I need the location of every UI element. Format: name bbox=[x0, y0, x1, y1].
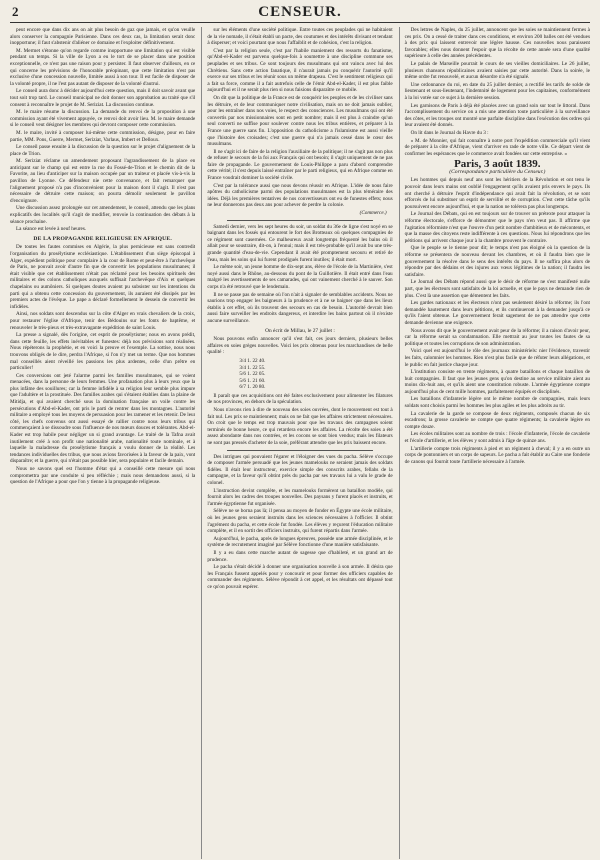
price-cell: 3/4 1. 22 55. bbox=[239, 364, 266, 371]
paragraph: Il y a eu dans cette marche autant de sagesse que d'habileté, et un grand art de prudence. bbox=[207, 549, 393, 563]
paragraph: Le palais de Marseille pourrait le cours de ses vieilles domiciliaires. Le 26 juillet, plusieurs chansons républicaines avaient saisies par cette autorité. Dans la soirée, le même ordre fut renouvelé, et aucun désordre n'a été signalé. bbox=[404, 60, 590, 81]
paragraph: La cavalerie de la garde se compose de deux régiments, composés chacun de six escadrons; la grosse cavalerie ne compte que quatre régiments; la cavalerie légère en compte douze. bbox=[404, 410, 590, 430]
paragraph: Le pacha s'était décidé à donner une organisation nouvelle à son armée. Il désira que les Français fussent appelés pour y concourir et pour former des officiers capables de commander des régiments. Sélève répondit à cet appel, et les résultats ont dépassé tout ce qu'on pouvait espérer. bbox=[207, 564, 393, 590]
paragraph: M. le maire, invité à composer lui-même cette commission, désigne, pour en faire partie, MM. Pons, Guerre, Mermet, Seriziat, Varlaus, Imbert et Delloux. bbox=[10, 129, 196, 143]
page-number: 2 bbox=[12, 4, 19, 19]
paragraph: L'institution consiste en trente régiments, à quatre bataillons et chaque bataillon de huit compagnies. Il faut que les jeunes gens qu'on destine au service militaire aient au moins dix-huit ans, et qu'ils aient une constitution robuste. L'armée égyptienne compte aujourd'hui plus de cent mille hommes, parfaitement équipés et disciplinés. bbox=[404, 369, 590, 395]
price-cell: 5/6 1. 21 60. bbox=[239, 377, 266, 384]
paragraph: Des lettres de Naples, du 25 juillet, annoncent que les soies se maintiennent fermes à ces prix. On a cessé de traiter dans ces conditions, et environ 200 balles ont été vendues à des prix qui laissent entrevoir une légère hausse. Ces nouvelles nous paraissent favorables; elles nous donnent l'espoir que la récolte de cette année sera d'une qualité supérieure à celle des années précédentes. bbox=[404, 27, 590, 60]
price-row bbox=[235, 371, 269, 378]
dateline: Paris, 3 août 1839. bbox=[454, 158, 541, 171]
price-cell: 5/6 1. 22 05. bbox=[239, 371, 266, 378]
paragraph: Les gardes nationaux et les électeurs n'ont pas seulement désiré la réforme; ils l'ont demandée hautement dans leurs pétitions, et ils continueront à la demander jusqu'à ce qu'ils l'aient obtenue. Le gouvernement ferait sagement de ne pas attendre que cette demande devienne une exigence. bbox=[404, 300, 590, 326]
paragraph: M. Seriziat réclame un amendement proposant l'agrandissement de la place en anticipant sur le champ qui est entre la rue du Fossé-de-Trion et le chemin dit de la Favorite, au lieu d'anticiper sur la maison occupée par un traiteur et placée vis-à-vis la pavillon de Lyonne. Ce défendeur nie cette convenance, et fait remarquer que l'alignement proposé n'a pas d'inconvénient pour la maison dont il s'agit. Il n'est pas nécessaire de détruire cette maison; on pourra démolir seulement le pavillon d'encoignure. bbox=[10, 158, 196, 204]
price-cell: 6/7 1. 20 80. bbox=[239, 384, 266, 391]
price-row bbox=[235, 378, 269, 385]
column-1 bbox=[10, 27, 195, 859]
paragraph: sur les éléments d'une société politique. Entre toutes ces peuplades qui ne habitaient de la vie nomade, il s'était établi un pacte, des coutumes et des intérêts divisant et tendant à disperser; et voici pourtant que nous l'affaiblit et de cohésion, c'est la religion. bbox=[207, 27, 393, 47]
paragraph: La presse a signalé, dès l'origine, cet esprit de prosélytisme; nous en avons prédit, dans cette feuille, les effets inévitables et funestes: déjà nos prévisions sont réalisées. Nous répéterons la prophétie, et en voici la preuve et l'exemple. La sottise, nous nous trouvons obligés de le dire, perdra l'Afrique, si l'on n'y met un terme. Que nos hommes mal conseillés aient réveillé les passions les plus ardentes, celle d'un prêtre en particulier! bbox=[10, 332, 196, 372]
paragraph: Il paraît que ces acquisitions ont été faites exclusivement pour alimenter les filatures de nos provinces, en dehors de la spéculation. bbox=[207, 392, 393, 406]
paragraph: Nous ne savons quel est l'homme d'état qui a conseillé cette mesure qui nous compromettra par une conduite si peu réfléchie ; mais nous demandons aussi, si la question de l'Afrique a pour que l'on y tienne à la propagande religieuse. bbox=[10, 466, 196, 486]
paragraph: L'instruction devint complète, et les mamelouks formèrent un bataillon modèle, qui fournit alors les cadres des troupes nouvelles. Des paysans y furent placés et instruits, et l'armée égyptienne fut organisée. bbox=[207, 487, 393, 507]
paragraph: Le Journal des Débats répond aussi que le désir de réforme ne s'est manifesté nulle part, que les électeurs sont satisfaits de la loi actuelle, et que le pays ne demande rien de plus. C'est là une assertion que démentent les faits. bbox=[404, 279, 590, 299]
paragraph: On lit dans le Journal du Havre du 3 : bbox=[410, 129, 489, 136]
paragraph: Ainsi, nos soldats sont descendus sur la côte d'Alger en vrais chevaliers de la croix, pour restaurer l'église d'Afrique, tenir des Bédouins sur les fonts de baptême, et renouveler le très-pieux et très-extravagante expédition de saint Louis. bbox=[10, 311, 196, 331]
price-row bbox=[235, 384, 269, 391]
newspaper-title: CENSEUR. bbox=[258, 4, 342, 20]
paragraph: M. Mermet s'étonne qu'on regarde comme inopportune une limitation qui est visible pendant un temps. Si la ville de Lyon a eu le tort de se placer dans une position exceptionnelle, ce n'est pas une raison pour y persister. Il faut observer d'ailleurs, en ce qui concerne les prévisions de l'honorable préopinant, que cette limitation n'est pas exclusive d'une concession nouvelle, limitée aussi à son tour. Il est facile de disposer de la volonté propre, il ne l'est pas autant de disposer de la volonté d'autrui. bbox=[10, 47, 196, 87]
paragraph: Nous pouvons enfin annoncer qu'il s'est fait, ces jours derniers, plusieurs belles affaires en soies grèges nouvelles. Voici les prix obtenus pour les marchandises de belle qualité : bbox=[207, 336, 393, 356]
paragraph: Sélève ne se borna pas là; il pensa au moyen de fonder en Égypte une école militaire, où les jeunes gens seraient instruits dans les sciences nécessaires à l'officier. Il obtint l'agrément du pacha, et cette école fut fondée. Les élèves y reçurent l'éducation militaire complète, et il en sortit des officiers instruits, qui furent répartis dans l'armée. bbox=[207, 508, 393, 535]
source-signature: (Commerce.) bbox=[359, 210, 387, 217]
paragraph: Le conseil aura donc à décider aujourd'hui cette question, mais il doit savoir avant que tout soit trop tard. Le conseil municipal ne doit donner son approbation au traité que s'il consent à reconnaître le projet de M. Seriziat. La discussion continue. bbox=[10, 88, 196, 108]
paragraph: Il ne se passe pas de semaine où l'on n'ait à signaler de semblables accidents. Nous ne saurions trop engager les baigneurs à la prudence et à ne se baigner que dans les lieux établis à cet effet, où ils trouvent des secours en cas de besoin. L'autorité devrait bien aussi faire surveiller les endroits dangereux, et interdire les bains partout où il n'existe aucune surveillance. bbox=[207, 291, 393, 324]
column-2 bbox=[201, 27, 392, 859]
paragraph: On dit que la politique de la France est de conquérir les peuples et de les civiliser sans les détruire, et de leur communiquer notre civilisation, mais on ne doit jamais oublier, pour les entraîner dans nos voies, le respect des consciences. Les musulmans qui ont été convertis par nos missionnaires sont en petit nombre; mais il est plus à craindre qu'un seul converti ne suffise pour soulever contre nous les tribus entières, et préparer à la France une guerre sans fin. L'opposition du catholicisme a l'islamisme est aussi vieille que l'histoire des croisades; c'est une guerre qui n'a jamais cessé dans le cœur des musulmans. bbox=[207, 94, 393, 148]
masthead bbox=[10, 4, 590, 23]
price-row bbox=[235, 365, 269, 372]
paragraph: Les garnisons de Paris à déjà été placées avec un grand soin sur tout le littoral. Dans l'accomplissement du service on a mis une attention toute particulière à la surveillance des côtes, et les troupes ont montré une parfaite discipline dans l'exécution des ordres qui leur avaient été donnés. bbox=[404, 102, 590, 129]
paragraph: De toutes les fautes commises en Algérie, la plus pernicieuse est sans contredit l'organisation du prosélytisme ecclésiastique. L'établissement d'un siège épiscopal à Alger, expédient politique pour complaire à la cour de Rome et peut-être à l'archevêque de Paris, ne pouvait avoir d'autre fin que de convertir les populations musulmanes; il était visible que cet établissement n'était pas réclamé pour les besoins spirituels des militaires et des colons catholiques auxquels suffisait l'archevêque d'Aix et quelques chapelains ou aumôniers. Si quelques doutes avaient pu subsister sur les intentions du parti qui a obtenu cette concession du gouvernement, ils auraient été dissipés par les premiers actes de l'évêque. Le pape a déclaré formellement le dessein de convertir les infidèles. bbox=[10, 244, 196, 310]
paragraph: Aujourd'hui, le pacha, après de longues épreuves, possède une armée disciplinée, et le système de recrutement imaginé par Sélève fonctionne d'une manière satisfaisante. bbox=[207, 535, 393, 549]
paragraph: Le conseil passe ensuite à la discussion de la question sur le projet d'alignement de la place de Trion. bbox=[10, 144, 196, 157]
paragraph: Une discussion assez prolongée sur cet amendement, le conseil, attendu que les plans explicatifs des localités qu'il s'agit de modifier, renvoie la continuation des débats à la séance prochaine. bbox=[10, 205, 196, 225]
paragraph: Que le peuple se le tienne pour dit; le temps n'est pas éloigné où la question de la réforme se présentera de nouveau devant les chambres, et où il faudra bien que le gouvernement la résolve dans le sens des intérêts du pays. Il ne suffira plus alors de répondre par des dédains et des injures aux vœux légitimes de la nation; il faudra les satisfaire. bbox=[404, 245, 590, 278]
paragraph: Les écoles militaires sont au nombre de trois : l'école d'infanterie, l'école de cavalerie et l'école d'artillerie, et les élèves y sont admis à l'âge de quinze ans. bbox=[404, 431, 590, 445]
divider bbox=[227, 450, 372, 451]
paragraph: Une ordonnance du roi, en date du 25 juillet dernier, a rectifié les tarifs de solde de lieutenant et sous-lieutenant, l'indemnité de logement pour les capitaines, conformément à la loi votée sur ce sujet à la dernière session. bbox=[404, 81, 590, 101]
paragraph: peut encore que dans dix ans on ait plus besoin de gaz que jamais, et qu'on veuille alors conserver la compagnie Parisienne. Dans ces deux cas, la limitation serait donc inopportune; il faut s'abstenir d'aliéner ce domaine et l'exploiter définitivement. bbox=[10, 27, 196, 47]
price-cell: 3/4 1. 22 40. bbox=[239, 357, 266, 364]
paragraph: Les bataillons d'infanterie légère ont le même nombre de compagnies, mais leurs soldats sont choisis parmi les hommes les plus agiles et les plus adroits au tir. bbox=[404, 396, 590, 410]
paragraph: C'est par la religion seule, c'est par l'habile maniement des ressorts du fanatisme, qu'Abd-el-Kader est parvenu quelque-fois à soumettre à une discipline commune ses peuplades et ses tribus. Ce sont toujours des musulmans qui ont vaincu avec lui des Chrétiens. Sans cette action fanatique, il n'aurait jamais pu conquérir l'autorité qu'il exerce sur ses tribus et les réunir sous un même drapeau. C'est le sentiment religieux qui a fait sa force, comme il a fait autrefois celle de l'émir Abd-el-Kader, il est plus faible aujourd'hui et il ne serait plus rien si nous faisions disparaître ce mobile. bbox=[207, 47, 393, 94]
paragraph: Nous avons dit que le gouvernement avait peur de la réforme; il a raison d'avoir peur, car la réforme serait sa condamnation. Elle mettrait au jour toutes les fautes de sa politique et toutes les corruptions de son administration. bbox=[404, 327, 590, 347]
price-table bbox=[235, 358, 269, 391]
paragraph: La séance est levée à neuf heures. bbox=[16, 226, 87, 233]
section-heading: DE LA PROPAGANDE RELIGIEUSE EN AFRIQUE. bbox=[33, 235, 172, 242]
article-columns bbox=[10, 27, 590, 859]
paragraph: Nous n'avons rien à dire de nouveau des soies ouvrées, dont le mouvement est tout à fait nul. Les prix se maintiennent; mais on ne fait que les affaires strictement nécessaires. On croit que le temps est trop mauvais pour que les travaux des campagnes soient terminés de bonne heure, ce qui retardera encore les affaires. La récolte des soies a été assez abondante dans nos contrées, et les cocons se sont bien vendus; mais les filateurs ne sont pas pressés d'acheter de la soie, préférant attendre que les prix baissent encore. bbox=[207, 407, 393, 447]
price-row bbox=[235, 358, 269, 365]
paragraph: Il ne s'agit ici de faire de la religion l'auxiliaire de la politique; il ne s'agit pas non plus de refuser le secours de la foi aux Français qui ont besoin; il s'agit uniquement de ne pas faire de propagande. Le gouvernement de Louis-Philippe a paru d'abord comprendre cette vérité; il s'est depuis laissé entraîner par le parti religieux, qui en Afrique comme en France voudrait dominer la société civile. bbox=[207, 148, 393, 182]
paragraph: Samedi dernier, vers les sept heures du soir, un soldat du 36e de ligne s'est noyé en se baignant dans les fossés qui entourent le fort des Brotteaux où quelques compagnies de ce régiment sont casernées. Ce malheureux avait longtemps fréquenté les bains où il allait pour se soustraire, dit-on, à l'ennui; mais il est très-probable qu'il avait bu une très-grande quantité d'eau-de-vie. Cependant il avait été promptement secouru et retiré de l'eau, mais les soins qui lui furent prodigués furent inutiles; il était mort. bbox=[207, 223, 393, 263]
paragraph: Voici quel est aujourd'hui le rôle des journaux ministériels: nier l'évidence, travestir les faits, calomnier les hommes. Rien n'est plus facile que de réfuter leurs allégations, et le public en fait justice chaque jour. bbox=[404, 348, 590, 368]
paragraph: C'est par la tolérance aussi que nous devons réussir en Afrique. L'idée de nous faire apôtres du catholicisme parmi des populations musulmanes est la plus téméraire des idées. Déjà les premières tentatives de nos convertisseurs ont eu de funestes effets; nous ne leur donnerons pas deux ans pour achever de perdre la colonie. bbox=[207, 182, 393, 209]
paragraph: Les hommes qui depuis neuf ans sont les héritiers de la Révolution et ont tenu le pouvoir dans leurs mains ont oublié l'engagement qu'ils avaient pris envers le pays. Ils ont cherché à détruire l'esprit d'indépendance qui avait fait la révolution, et se sont efforcés de lui substituer un esprit de servilité et de corruption. C'est cette tâche qu'ils poursuivent encore aujourd'hui, et que la nation ne tolérera pas plus longtemps. bbox=[404, 177, 590, 210]
column-3 bbox=[399, 27, 590, 859]
paragraph: M. le maire résume la discussion. La demande du renvoi de la proposition à une commission ayant été vivement appuyée, ce renvoi doit avoir lieu. M. le maire demande si le conseil veut désigner les membres qui devront composer cette commission. bbox=[10, 109, 196, 129]
paragraph: Le même soir, un jeune homme de dix-sept ans, élève de l'école de la Martinière, s'est noyé aussi dans le Rhône, au-dessous du pont de la Guillotière. Il était entré dans l'eau malgré les avertissements de ses camarades, qui ont vainement cherché à le sauver. Son corps n'a été retrouvé que le lendemain. bbox=[207, 264, 393, 290]
paragraph: Le Journal des Débats, qui en est toujours sur de trouver un prétexte pour attaquer la réforme électorale, s'efforce de démontrer que le pays n'en veut pas. Il affirme que l'agitation réformiste n'est que l'œuvre d'un petit nombre d'ambitieux et de mécontents, et que la masse des citoyens reste indifférente à ces questions. Nous lui répondrons que les pétitions qui arrivent chaque jour à la chambre prouvent le contraire. bbox=[404, 211, 590, 244]
paragraph: « M. de Monnier, qui fait connaître à notre port l'expédition commerciale qu'il vient de préparer à la côte d'Afrique, vient d'arriver en rade de notre ville. Ce départ vient de confirmer les espérances que le commerce avait fondées sur cette entreprise. » bbox=[404, 137, 590, 157]
correspondence-heading: On écrit de Millau, le 27 juillet : bbox=[265, 327, 335, 334]
divider bbox=[227, 220, 372, 221]
paragraph: Des intrigues qui pouvaient l'égarer et l'éloigner des vues du pacha. Sélève s'occupe de composer l'armée persuadé que les jeunes mamelouks ne seraient jamais des soldats fidèles. Il était leur instructeur, exercice simple des conscrits arabes, fellahs de la campagne, et la faveur qu'il obtint près du pacha par ses travaux lui a valu le grade de colonel. bbox=[207, 453, 393, 486]
paragraph: Ces conversions ont jeté l'alarme parmi les familles musulmanes, qui se voient menacées, dans la personne de leurs femmes. Une profanation plus à leurs yeux que la plus infâme des souillures; car la femme infidèle à sa religion leur semble plus impure que l'adultère et la prostituée. Des familles arabes qui s'étaient établies dans la plaine de Mitidja, et qui avaient cherché sous la domination française un voile contre les persécutions d'Abd-el-Kader, ont pris le parti de rentrer dans les montagnes. L'autorité militaire a employé tous les moyens de persuasion pour les ramener et les retenir. De leur côté, les chefs convenus ont aussi essayé de rallier contre nous leurs tribus qui commençaient à se dissoudre sous l'influence de nos mœurs douces et tolérantes. Abd-el-Kader est trop habile pour négliger un si grand avantage. Le traité de la Tafna avait inutilement créé à son profit une nationalité arabe, nationalité toute nominale, et à laquelle la maladresse du prosélytisme français a voulu donner de la réalité. Les tendances individuelles des tribus, que nous avions favorisées à la faveur de la paix, vont disparaître; et la guerre, qui n'était pas possible hier, sera populaire et facile demain. bbox=[10, 372, 196, 465]
paragraph: L'artillerie compte trois régiments à pied et un régiment à cheval; il y a en outre un corps de pontonniers et un corps de sapeurs. Le pacha a fait établir au Caire une fonderie de canons qui fournit toute l'artillerie nécessaire à l'armée. bbox=[404, 445, 590, 465]
correspondence-subhead: (Correspondance particulière du Censeur.) bbox=[449, 168, 546, 175]
